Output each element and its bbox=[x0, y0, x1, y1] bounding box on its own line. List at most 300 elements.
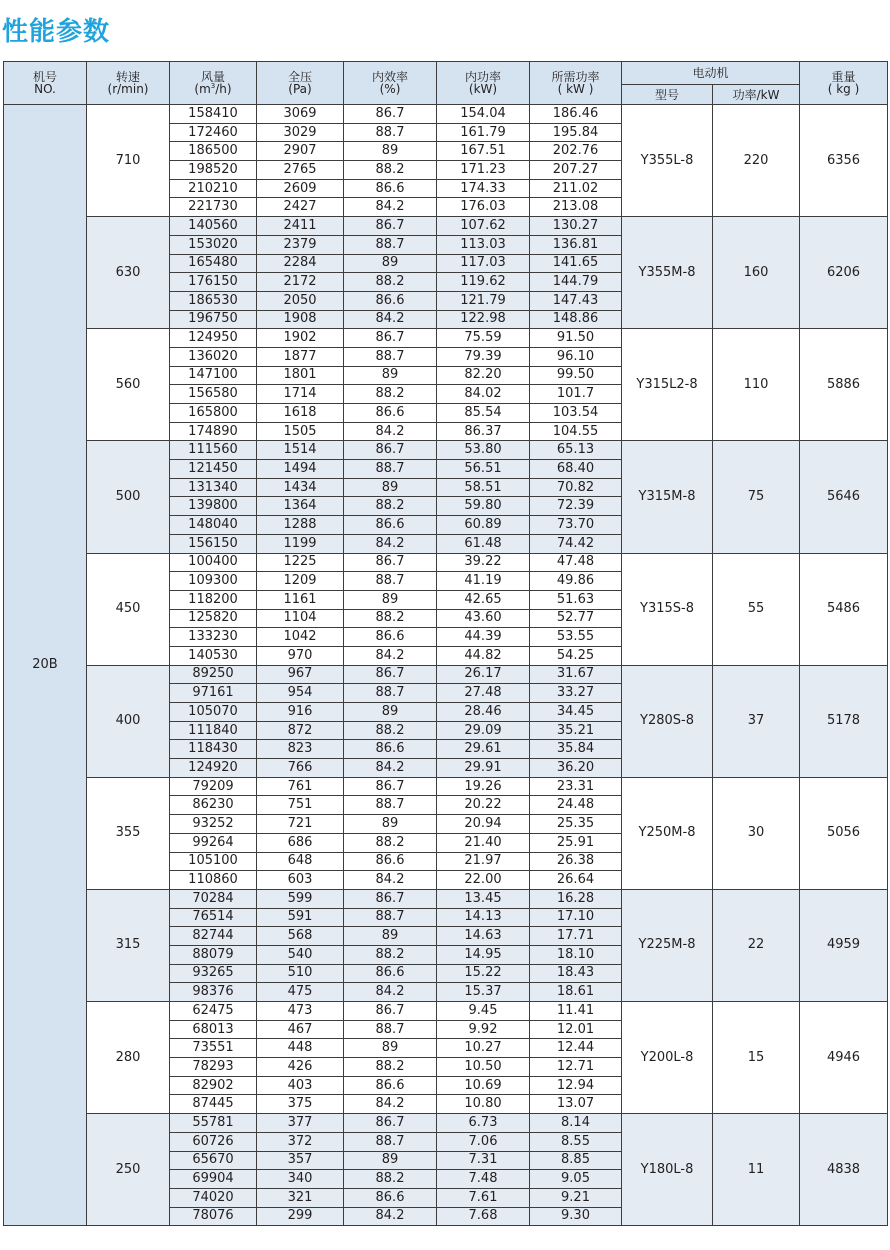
pressure-cell: 751 bbox=[257, 796, 344, 815]
efficiency-cell: 84.2 bbox=[344, 983, 437, 1002]
motor-model-cell: Y355M-8 bbox=[622, 217, 713, 329]
speed-cell: 355 bbox=[87, 777, 170, 889]
required-power-cell: 17.10 bbox=[530, 908, 622, 927]
table-row bbox=[4, 665, 888, 684]
efficiency-cell: 86.7 bbox=[344, 105, 437, 124]
pressure-cell: 2427 bbox=[257, 198, 344, 217]
airflow-cell: 65670 bbox=[170, 1151, 257, 1170]
internal-power-cell: 176.03 bbox=[437, 198, 530, 217]
pressure-cell: 1714 bbox=[257, 385, 344, 404]
required-power-cell: 186.46 bbox=[530, 105, 622, 124]
motor-weight-cell: 5646 bbox=[800, 441, 888, 553]
internal-power-cell: 7.31 bbox=[437, 1151, 530, 1170]
pressure-cell: 2172 bbox=[257, 273, 344, 292]
internal-power-cell: 85.54 bbox=[437, 404, 530, 423]
motor-power-cell: 30 bbox=[713, 777, 800, 889]
airflow-cell: 111840 bbox=[170, 721, 257, 740]
efficiency-cell: 88.2 bbox=[344, 1058, 437, 1077]
pressure-cell: 954 bbox=[257, 684, 344, 703]
page-title: 性能参数 bbox=[2, 17, 111, 47]
required-power-cell: 70.82 bbox=[530, 478, 622, 497]
speed-cell: 500 bbox=[87, 441, 170, 553]
efficiency-cell: 86.6 bbox=[344, 1188, 437, 1207]
efficiency-cell: 86.6 bbox=[344, 516, 437, 535]
required-power-cell: 18.61 bbox=[530, 983, 622, 1002]
motor-weight-cell: 5486 bbox=[800, 553, 888, 665]
airflow-cell: 172460 bbox=[170, 123, 257, 142]
airflow-cell: 62475 bbox=[170, 1002, 257, 1021]
required-power-cell: 52.77 bbox=[530, 609, 622, 628]
table-body bbox=[4, 105, 888, 1226]
airflow-cell: 124920 bbox=[170, 759, 257, 778]
airflow-cell: 198520 bbox=[170, 161, 257, 180]
internal-power-cell: 20.94 bbox=[437, 815, 530, 834]
required-power-cell: 130.27 bbox=[530, 217, 622, 236]
airflow-cell: 165800 bbox=[170, 404, 257, 423]
required-power-cell: 53.55 bbox=[530, 628, 622, 647]
motor-model-cell: Y280S-8 bbox=[622, 665, 713, 777]
internal-power-cell: 10.50 bbox=[437, 1058, 530, 1077]
internal-power-cell: 10.80 bbox=[437, 1095, 530, 1114]
pressure-cell: 372 bbox=[257, 1132, 344, 1151]
required-power-cell: 26.64 bbox=[530, 871, 622, 890]
airflow-cell: 133230 bbox=[170, 628, 257, 647]
efficiency-cell: 86.7 bbox=[344, 777, 437, 796]
required-power-cell: 13.07 bbox=[530, 1095, 622, 1114]
efficiency-cell: 88.7 bbox=[344, 1020, 437, 1039]
airflow-cell: 82744 bbox=[170, 927, 257, 946]
airflow-cell: 210210 bbox=[170, 179, 257, 198]
efficiency-cell: 89 bbox=[344, 142, 437, 161]
efficiency-cell: 86.6 bbox=[344, 404, 437, 423]
efficiency-cell: 88.7 bbox=[344, 235, 437, 254]
efficiency-cell: 88.7 bbox=[344, 460, 437, 479]
airflow-cell: 176150 bbox=[170, 273, 257, 292]
motor-power-cell: 11 bbox=[713, 1114, 800, 1226]
efficiency-cell: 89 bbox=[344, 815, 437, 834]
required-power-cell: 9.30 bbox=[530, 1207, 622, 1226]
airflow-cell: 105070 bbox=[170, 703, 257, 722]
required-power-cell: 96.10 bbox=[530, 347, 622, 366]
efficiency-cell: 86.7 bbox=[344, 217, 437, 236]
header-machine-no: 机号 NO. bbox=[4, 62, 87, 105]
airflow-cell: 124950 bbox=[170, 329, 257, 348]
required-power-cell: 103.54 bbox=[530, 404, 622, 423]
motor-model-cell: Y250M-8 bbox=[622, 777, 713, 889]
motor-weight-cell: 4946 bbox=[800, 1002, 888, 1114]
required-power-cell: 11.41 bbox=[530, 1002, 622, 1021]
motor-power-cell: 75 bbox=[713, 441, 800, 553]
efficiency-cell: 86.6 bbox=[344, 852, 437, 871]
pressure-cell: 872 bbox=[257, 721, 344, 740]
required-power-cell: 144.79 bbox=[530, 273, 622, 292]
internal-power-cell: 59.80 bbox=[437, 497, 530, 516]
pressure-cell: 823 bbox=[257, 740, 344, 759]
motor-power-cell: 110 bbox=[713, 329, 800, 441]
pressure-cell: 916 bbox=[257, 703, 344, 722]
pressure-cell: 473 bbox=[257, 1002, 344, 1021]
airflow-cell: 165480 bbox=[170, 254, 257, 273]
internal-power-cell: 43.60 bbox=[437, 609, 530, 628]
required-power-cell: 148.86 bbox=[530, 310, 622, 329]
efficiency-cell: 89 bbox=[344, 366, 437, 385]
efficiency-cell: 88.2 bbox=[344, 945, 437, 964]
required-power-cell: 8.14 bbox=[530, 1114, 622, 1133]
required-power-cell: 26.38 bbox=[530, 852, 622, 871]
required-power-cell: 49.86 bbox=[530, 572, 622, 591]
header-motor-model: 型号 bbox=[622, 85, 713, 105]
efficiency-cell: 89 bbox=[344, 590, 437, 609]
efficiency-cell: 89 bbox=[344, 254, 437, 273]
table-row bbox=[4, 553, 888, 572]
internal-power-cell: 15.22 bbox=[437, 964, 530, 983]
motor-model-cell: Y315L2-8 bbox=[622, 329, 713, 441]
internal-power-cell: 27.48 bbox=[437, 684, 530, 703]
required-power-cell: 74.42 bbox=[530, 534, 622, 553]
airflow-cell: 156150 bbox=[170, 534, 257, 553]
airflow-cell: 69904 bbox=[170, 1170, 257, 1189]
machine-no-cell: 20B bbox=[4, 105, 87, 1226]
efficiency-cell: 84.2 bbox=[344, 1095, 437, 1114]
table-row bbox=[4, 217, 888, 236]
internal-power-cell: 9.45 bbox=[437, 1002, 530, 1021]
internal-power-cell: 122.98 bbox=[437, 310, 530, 329]
header-internal-power: 内功率 (kW) bbox=[437, 62, 530, 105]
internal-power-cell: 19.26 bbox=[437, 777, 530, 796]
pressure-cell: 3069 bbox=[257, 105, 344, 124]
motor-model-cell: Y315S-8 bbox=[622, 553, 713, 665]
internal-power-cell: 119.62 bbox=[437, 273, 530, 292]
pressure-cell: 2907 bbox=[257, 142, 344, 161]
motor-model-cell: Y225M-8 bbox=[622, 889, 713, 1001]
internal-power-cell: 26.17 bbox=[437, 665, 530, 684]
required-power-cell: 211.02 bbox=[530, 179, 622, 198]
required-power-cell: 202.76 bbox=[530, 142, 622, 161]
internal-power-cell: 14.13 bbox=[437, 908, 530, 927]
motor-power-cell: 160 bbox=[713, 217, 800, 329]
performance-table bbox=[3, 61, 888, 1226]
pressure-cell: 648 bbox=[257, 852, 344, 871]
efficiency-cell: 84.2 bbox=[344, 534, 437, 553]
header-motor: 电动机 bbox=[622, 62, 800, 85]
airflow-cell: 76514 bbox=[170, 908, 257, 927]
internal-power-cell: 167.51 bbox=[437, 142, 530, 161]
efficiency-cell: 84.2 bbox=[344, 198, 437, 217]
airflow-cell: 78076 bbox=[170, 1207, 257, 1226]
required-power-cell: 16.28 bbox=[530, 889, 622, 908]
header-airflow: 风量 $(m^3/h)$ bbox=[170, 62, 257, 105]
internal-power-cell: 22.00 bbox=[437, 871, 530, 890]
pressure-cell: 375 bbox=[257, 1095, 344, 1114]
airflow-cell: 74020 bbox=[170, 1188, 257, 1207]
airflow-cell: 93252 bbox=[170, 815, 257, 834]
pressure-cell: 591 bbox=[257, 908, 344, 927]
airflow-cell: 60726 bbox=[170, 1132, 257, 1151]
internal-power-cell: 15.37 bbox=[437, 983, 530, 1002]
internal-power-cell: 161.79 bbox=[437, 123, 530, 142]
pressure-cell: 2050 bbox=[257, 291, 344, 310]
internal-power-cell: 10.69 bbox=[437, 1076, 530, 1095]
efficiency-cell: 86.7 bbox=[344, 1114, 437, 1133]
motor-power-cell: 15 bbox=[713, 1002, 800, 1114]
pressure-cell: 357 bbox=[257, 1151, 344, 1170]
table-row bbox=[4, 1114, 888, 1133]
efficiency-cell: 84.2 bbox=[344, 310, 437, 329]
required-power-cell: 51.63 bbox=[530, 590, 622, 609]
efficiency-cell: 88.2 bbox=[344, 721, 437, 740]
airflow-cell: 88079 bbox=[170, 945, 257, 964]
internal-power-cell: 14.95 bbox=[437, 945, 530, 964]
internal-power-cell: 61.48 bbox=[437, 534, 530, 553]
pressure-cell: 1877 bbox=[257, 347, 344, 366]
internal-power-cell: 86.37 bbox=[437, 422, 530, 441]
pressure-cell: 2609 bbox=[257, 179, 344, 198]
efficiency-cell: 88.7 bbox=[344, 1132, 437, 1151]
required-power-cell: 91.50 bbox=[530, 329, 622, 348]
efficiency-cell: 89 bbox=[344, 927, 437, 946]
airflow-cell: 118430 bbox=[170, 740, 257, 759]
required-power-cell: 17.71 bbox=[530, 927, 622, 946]
efficiency-cell: 86.7 bbox=[344, 1002, 437, 1021]
pressure-cell: 2284 bbox=[257, 254, 344, 273]
pressure-cell: 568 bbox=[257, 927, 344, 946]
airflow-cell: 136020 bbox=[170, 347, 257, 366]
airflow-cell: 99264 bbox=[170, 833, 257, 852]
pressure-cell: 970 bbox=[257, 646, 344, 665]
airflow-cell: 110860 bbox=[170, 871, 257, 890]
airflow-cell: 125820 bbox=[170, 609, 257, 628]
required-power-cell: 18.10 bbox=[530, 945, 622, 964]
efficiency-cell: 88.2 bbox=[344, 609, 437, 628]
airflow-cell: 153020 bbox=[170, 235, 257, 254]
efficiency-cell: 84.2 bbox=[344, 646, 437, 665]
internal-power-cell: 44.39 bbox=[437, 628, 530, 647]
internal-power-cell: 21.97 bbox=[437, 852, 530, 871]
internal-power-cell: 44.82 bbox=[437, 646, 530, 665]
airflow-cell: 98376 bbox=[170, 983, 257, 1002]
speed-cell: 250 bbox=[87, 1114, 170, 1226]
required-power-cell: 195.84 bbox=[530, 123, 622, 142]
internal-power-cell: 121.79 bbox=[437, 291, 530, 310]
internal-power-cell: 20.22 bbox=[437, 796, 530, 815]
speed-cell: 400 bbox=[87, 665, 170, 777]
header-efficiency: 内效率 (%) bbox=[344, 62, 437, 105]
airflow-cell: 93265 bbox=[170, 964, 257, 983]
internal-power-cell: 79.39 bbox=[437, 347, 530, 366]
motor-model-cell: Y180L-8 bbox=[622, 1114, 713, 1226]
pressure-cell: 686 bbox=[257, 833, 344, 852]
efficiency-cell: 86.6 bbox=[344, 291, 437, 310]
airflow-cell: 131340 bbox=[170, 478, 257, 497]
required-power-cell: 68.40 bbox=[530, 460, 622, 479]
pressure-cell: 299 bbox=[257, 1207, 344, 1226]
required-power-cell: 9.05 bbox=[530, 1170, 622, 1189]
speed-cell: 315 bbox=[87, 889, 170, 1001]
required-power-cell: 73.70 bbox=[530, 516, 622, 535]
required-power-cell: 12.71 bbox=[530, 1058, 622, 1077]
airflow-cell: 82902 bbox=[170, 1076, 257, 1095]
pressure-cell: 1199 bbox=[257, 534, 344, 553]
efficiency-cell: 86.6 bbox=[344, 1076, 437, 1095]
airflow-cell: 105100 bbox=[170, 852, 257, 871]
motor-weight-cell: 5886 bbox=[800, 329, 888, 441]
internal-power-cell: 113.03 bbox=[437, 235, 530, 254]
efficiency-cell: 89 bbox=[344, 478, 437, 497]
airflow-cell: 100400 bbox=[170, 553, 257, 572]
efficiency-cell: 84.2 bbox=[344, 1207, 437, 1226]
motor-weight-cell: 4959 bbox=[800, 889, 888, 1001]
efficiency-cell: 89 bbox=[344, 703, 437, 722]
efficiency-cell: 86.7 bbox=[344, 665, 437, 684]
table-row bbox=[4, 441, 888, 460]
internal-power-cell: 117.03 bbox=[437, 254, 530, 273]
pressure-cell: 340 bbox=[257, 1170, 344, 1189]
required-power-cell: 25.91 bbox=[530, 833, 622, 852]
pressure-cell: 2765 bbox=[257, 161, 344, 180]
table-row bbox=[4, 329, 888, 348]
motor-weight-cell: 4838 bbox=[800, 1114, 888, 1226]
table-row bbox=[4, 777, 888, 796]
efficiency-cell: 88.2 bbox=[344, 833, 437, 852]
airflow-cell: 68013 bbox=[170, 1020, 257, 1039]
header-pressure: 全压 (Pa) bbox=[257, 62, 344, 105]
efficiency-cell: 84.2 bbox=[344, 759, 437, 778]
required-power-cell: 31.67 bbox=[530, 665, 622, 684]
table-row bbox=[4, 1002, 888, 1021]
airflow-cell: 89250 bbox=[170, 665, 257, 684]
efficiency-cell: 88.7 bbox=[344, 347, 437, 366]
airflow-cell: 186530 bbox=[170, 291, 257, 310]
internal-power-cell: 21.40 bbox=[437, 833, 530, 852]
pressure-cell: 603 bbox=[257, 871, 344, 890]
airflow-cell: 118200 bbox=[170, 590, 257, 609]
internal-power-cell: 42.65 bbox=[437, 590, 530, 609]
required-power-cell: 99.50 bbox=[530, 366, 622, 385]
internal-power-cell: 29.61 bbox=[437, 740, 530, 759]
pressure-cell: 766 bbox=[257, 759, 344, 778]
internal-power-cell: 174.33 bbox=[437, 179, 530, 198]
pressure-cell: 1161 bbox=[257, 590, 344, 609]
efficiency-cell: 86.7 bbox=[344, 441, 437, 460]
pressure-cell: 761 bbox=[257, 777, 344, 796]
pressure-cell: 475 bbox=[257, 983, 344, 1002]
motor-power-cell: 220 bbox=[713, 105, 800, 217]
airflow-cell: 121450 bbox=[170, 460, 257, 479]
required-power-cell: 23.31 bbox=[530, 777, 622, 796]
internal-power-cell: 171.23 bbox=[437, 161, 530, 180]
airflow-cell: 186500 bbox=[170, 142, 257, 161]
efficiency-cell: 86.6 bbox=[344, 964, 437, 983]
header-speed: 转速 (r/min) bbox=[87, 62, 170, 105]
required-power-cell: 9.21 bbox=[530, 1188, 622, 1207]
internal-power-cell: 58.51 bbox=[437, 478, 530, 497]
efficiency-cell: 84.2 bbox=[344, 871, 437, 890]
pressure-cell: 448 bbox=[257, 1039, 344, 1058]
efficiency-cell: 88.2 bbox=[344, 161, 437, 180]
airflow-cell: 55781 bbox=[170, 1114, 257, 1133]
speed-cell: 710 bbox=[87, 105, 170, 217]
internal-power-cell: 13.45 bbox=[437, 889, 530, 908]
airflow-cell: 111560 bbox=[170, 441, 257, 460]
efficiency-cell: 88.2 bbox=[344, 497, 437, 516]
pressure-cell: 1505 bbox=[257, 422, 344, 441]
efficiency-cell: 88.7 bbox=[344, 572, 437, 591]
motor-weight-cell: 6356 bbox=[800, 105, 888, 217]
required-power-cell: 8.85 bbox=[530, 1151, 622, 1170]
internal-power-cell: 82.20 bbox=[437, 366, 530, 385]
efficiency-cell: 88.2 bbox=[344, 385, 437, 404]
required-power-cell: 54.25 bbox=[530, 646, 622, 665]
header-motor-power: 功率/kW bbox=[713, 85, 800, 105]
efficiency-cell: 86.7 bbox=[344, 889, 437, 908]
pressure-cell: 426 bbox=[257, 1058, 344, 1077]
pressure-cell: 2379 bbox=[257, 235, 344, 254]
airflow-cell: 156580 bbox=[170, 385, 257, 404]
airflow-cell: 73551 bbox=[170, 1039, 257, 1058]
required-power-cell: 104.55 bbox=[530, 422, 622, 441]
pressure-cell: 1618 bbox=[257, 404, 344, 423]
airflow-cell: 148040 bbox=[170, 516, 257, 535]
efficiency-cell: 86.7 bbox=[344, 553, 437, 572]
airflow-cell: 87445 bbox=[170, 1095, 257, 1114]
required-power-cell: 24.48 bbox=[530, 796, 622, 815]
internal-power-cell: 9.92 bbox=[437, 1020, 530, 1039]
internal-power-cell: 29.91 bbox=[437, 759, 530, 778]
airflow-cell: 140560 bbox=[170, 217, 257, 236]
internal-power-cell: 28.46 bbox=[437, 703, 530, 722]
required-power-cell: 141.65 bbox=[530, 254, 622, 273]
pressure-cell: 1434 bbox=[257, 478, 344, 497]
pressure-cell: 1288 bbox=[257, 516, 344, 535]
speed-cell: 450 bbox=[87, 553, 170, 665]
required-power-cell: 34.45 bbox=[530, 703, 622, 722]
efficiency-cell: 84.2 bbox=[344, 422, 437, 441]
internal-power-cell: 84.02 bbox=[437, 385, 530, 404]
efficiency-cell: 88.2 bbox=[344, 273, 437, 292]
pressure-cell: 510 bbox=[257, 964, 344, 983]
efficiency-cell: 88.2 bbox=[344, 1170, 437, 1189]
airflow-cell: 140530 bbox=[170, 646, 257, 665]
airflow-cell: 109300 bbox=[170, 572, 257, 591]
pressure-cell: 1801 bbox=[257, 366, 344, 385]
speed-cell: 630 bbox=[87, 217, 170, 329]
pressure-cell: 1042 bbox=[257, 628, 344, 647]
pressure-cell: 467 bbox=[257, 1020, 344, 1039]
pressure-cell: 1494 bbox=[257, 460, 344, 479]
efficiency-cell: 86.7 bbox=[344, 329, 437, 348]
internal-power-cell: 7.61 bbox=[437, 1188, 530, 1207]
internal-power-cell: 41.19 bbox=[437, 572, 530, 591]
required-power-cell: 101.7 bbox=[530, 385, 622, 404]
pressure-cell: 540 bbox=[257, 945, 344, 964]
efficiency-cell: 88.7 bbox=[344, 123, 437, 142]
internal-power-cell: 53.80 bbox=[437, 441, 530, 460]
airflow-cell: 158410 bbox=[170, 105, 257, 124]
airflow-cell: 174890 bbox=[170, 422, 257, 441]
required-power-cell: 35.21 bbox=[530, 721, 622, 740]
pressure-cell: 967 bbox=[257, 665, 344, 684]
motor-power-cell: 22 bbox=[713, 889, 800, 1001]
pressure-cell: 321 bbox=[257, 1188, 344, 1207]
internal-power-cell: 154.04 bbox=[437, 105, 530, 124]
internal-power-cell: 10.27 bbox=[437, 1039, 530, 1058]
motor-weight-cell: 5178 bbox=[800, 665, 888, 777]
efficiency-cell: 86.6 bbox=[344, 179, 437, 198]
required-power-cell: 12.01 bbox=[530, 1020, 622, 1039]
airflow-cell: 139800 bbox=[170, 497, 257, 516]
efficiency-cell: 89 bbox=[344, 1039, 437, 1058]
pressure-cell: 2411 bbox=[257, 217, 344, 236]
